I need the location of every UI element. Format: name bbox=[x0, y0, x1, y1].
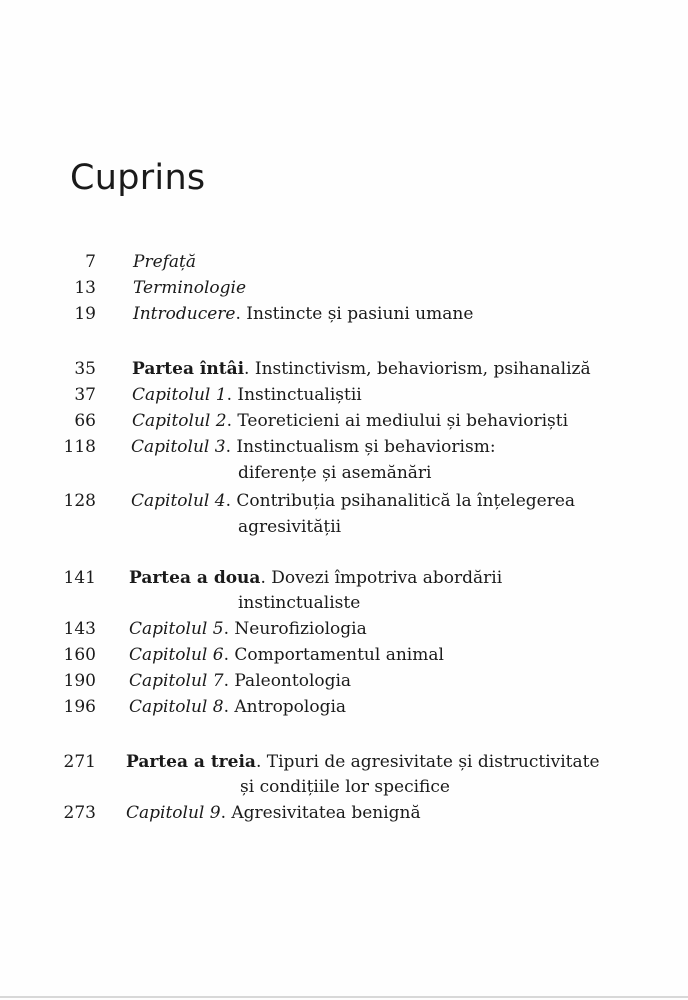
toc-page-number: 118 bbox=[63, 437, 96, 457]
toc-entry-partea-a-doua-cont bbox=[0, 591, 688, 615]
toc-page-number: 196 bbox=[63, 697, 96, 717]
toc-entry-label: Capitolul 1 bbox=[132, 385, 227, 405]
toc-entry-capitolul-7 bbox=[0, 669, 688, 693]
toc-part-label: Partea întâi bbox=[132, 359, 245, 379]
toc-entry-continuation: agresivității bbox=[238, 517, 342, 537]
toc-entry-continuation: diferențe și asemănări bbox=[238, 463, 432, 483]
toc-entry-capitolul-6 bbox=[0, 643, 688, 667]
toc-entry-terminologie bbox=[0, 276, 688, 300]
toc-page-number: 273 bbox=[63, 803, 96, 823]
toc-entry-label: Capitolul 3 bbox=[131, 437, 226, 457]
toc-page-number: 19 bbox=[74, 304, 96, 324]
toc-entry-title: . Paleontologia bbox=[223, 671, 352, 691]
toc-entry-title: . Instinctualism și behaviorism: bbox=[225, 437, 496, 457]
toc-entry-capitolul-3 bbox=[0, 435, 688, 459]
toc-entry-capitolul-4-cont bbox=[0, 515, 688, 539]
toc-entry-capitolul-1 bbox=[0, 383, 688, 407]
toc-page-number: 128 bbox=[63, 491, 96, 511]
toc-page-number: 66 bbox=[74, 411, 96, 431]
toc-entry-introducere bbox=[0, 302, 688, 326]
toc-entry-label: Capitolul 2 bbox=[132, 411, 227, 431]
toc-entry-label: Introducere bbox=[133, 304, 236, 324]
toc-entry-capitolul-9 bbox=[0, 801, 688, 825]
toc-page-number: 271 bbox=[63, 752, 96, 772]
toc-page-number: 35 bbox=[74, 359, 96, 379]
toc-entry-label: Terminologie bbox=[133, 278, 246, 298]
toc-entry-capitolul-4 bbox=[0, 489, 688, 513]
toc-page-number: 37 bbox=[74, 385, 96, 405]
toc-part-label: Partea a treia bbox=[126, 752, 256, 772]
toc-entry-label: Capitolul 5 bbox=[129, 619, 224, 639]
toc-page-number: 160 bbox=[63, 645, 96, 665]
toc-entry-capitolul-5 bbox=[0, 617, 688, 641]
toc-page-number: 7 bbox=[85, 252, 96, 272]
toc-entry-label: Prefață bbox=[133, 252, 197, 272]
toc-entry-continuation: instinctualiste bbox=[238, 593, 361, 613]
toc-entry-capitolul-3-cont bbox=[0, 461, 688, 485]
page-bottom-edge bbox=[0, 996, 688, 998]
toc-entry-label: Capitolul 8 bbox=[129, 697, 224, 717]
toc-entry-partea-a-doua bbox=[0, 566, 688, 590]
toc-entry-capitolul-8 bbox=[0, 695, 688, 719]
toc-entry-title: . Contribuția psihanalitică la înțelegerea bbox=[225, 491, 576, 511]
toc-entry-title: . Agresivitatea benignă bbox=[220, 803, 421, 823]
toc-entry-partea-a-treia-cont bbox=[0, 775, 688, 799]
toc-entry-label: Capitolul 4 bbox=[131, 491, 226, 511]
toc-entry-label: Capitolul 9 bbox=[126, 803, 221, 823]
toc-entry-title: . Neurofiziologia bbox=[223, 619, 367, 639]
toc-entry-label: Capitolul 7 bbox=[129, 671, 224, 691]
toc-entry-capitolul-2 bbox=[0, 409, 688, 433]
toc-page-number: 143 bbox=[63, 619, 96, 639]
toc-entry-continuation: și condițiile lor specifice bbox=[240, 777, 450, 797]
toc-page-number: 13 bbox=[74, 278, 96, 298]
toc-entry-prefata bbox=[0, 250, 688, 274]
toc-page-number: 190 bbox=[63, 671, 96, 691]
toc-entry-title: . Instinctualiștii bbox=[226, 385, 362, 405]
page-title: Cuprins bbox=[70, 158, 206, 198]
toc-part-label: Partea a doua bbox=[129, 568, 261, 588]
toc-entry-title: . Teoreticieni ai mediului și behavioriști bbox=[226, 411, 569, 431]
toc-entry-partea-a-treia bbox=[0, 750, 688, 774]
toc-entry-title: . Dovezi împotriva abordării bbox=[260, 568, 503, 588]
toc-entry-title: . Tipuri de agresivitate și distructivitate bbox=[255, 752, 600, 772]
toc-entry-title: . Comportamentul animal bbox=[223, 645, 444, 665]
toc-entry-title: . Antropologia bbox=[223, 697, 347, 717]
toc-entry-partea-intai bbox=[0, 357, 688, 381]
toc-entry-title: . Instinctivism, behaviorism, psihanaliză bbox=[244, 359, 591, 379]
toc-entry-title: . Instincte și pasiuni umane bbox=[235, 304, 474, 324]
toc-page-number: 141 bbox=[63, 568, 96, 588]
toc-entry-label: Capitolul 6 bbox=[129, 645, 224, 665]
